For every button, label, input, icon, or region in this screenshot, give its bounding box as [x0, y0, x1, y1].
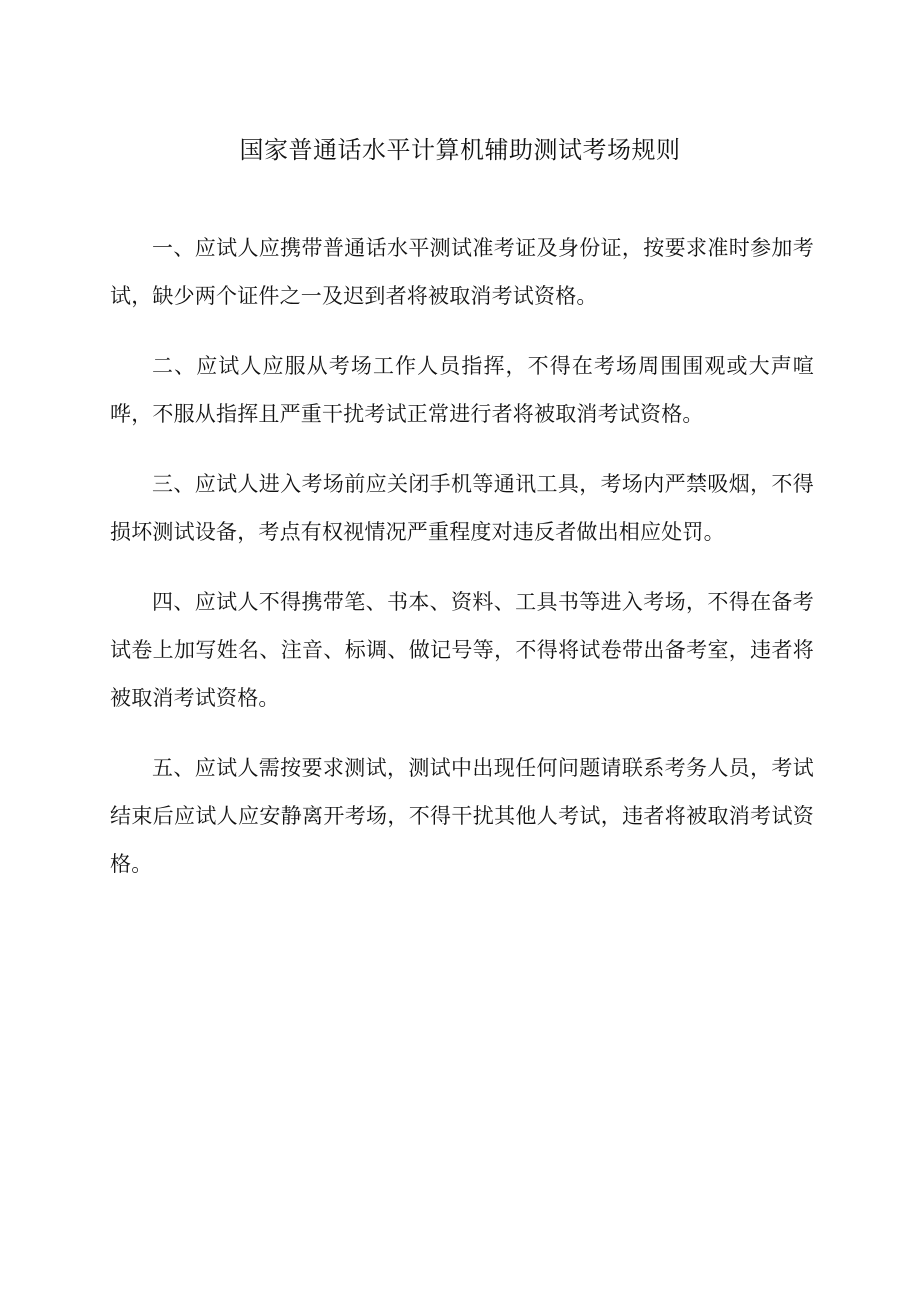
document-title: 国家普通话水平计算机辅助测试考场规则 [239, 136, 681, 164]
rules-list [110, 224, 814, 910]
rule-2: 二、应试人应服从考场工作人员指挥，不得在考场周围围观或大声喧哗，不服从指挥且严重干扰考试正常进行者将被取消考试资格。 [110, 354, 814, 426]
rule-1: 一、应试人应携带普通话水平测试准考证及身份证，按要求准时参加考试，缺少两个证件之一及迟到者将被取消考试资格。 [110, 236, 814, 308]
rule-5: 五、应试人需按要求测试，测试中出现任何问题请联系考务人员，考试结束后应试人应安静离开考场，不得干扰其他人考试，违者将被取消考试资格。 [110, 756, 814, 876]
rule-3: 三、应试人进入考场前应关闭手机等通讯工具，考场内严禁吸烟，不得损坏测试设备，考点有权视情况严重程度对违反者做出相应处罚。 [110, 472, 814, 544]
rule-4: 四、应试人不得携带笔、书本、资料、工具书等进入考场，不得在备考试卷上加写姓名、注音、标调、做记号等，不得将试卷带出备考室，违者将被取消考试资格。 [110, 590, 814, 710]
